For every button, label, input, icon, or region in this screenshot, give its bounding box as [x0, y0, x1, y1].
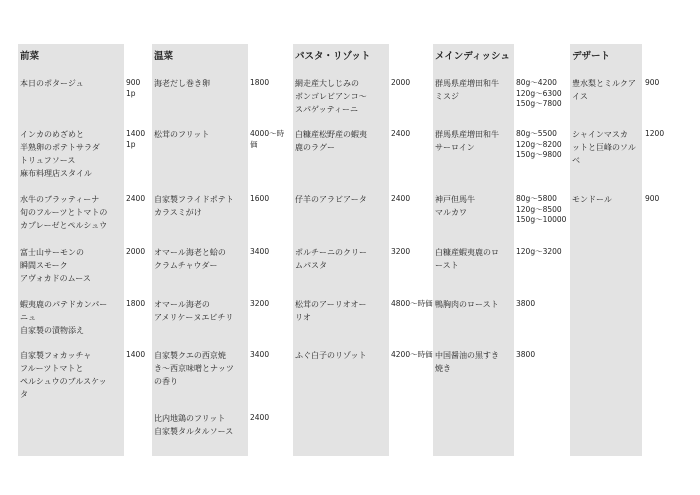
dish-price: 2400 [126, 194, 146, 203]
dish-price: 2400 [391, 194, 411, 203]
column-header-main: メインディッシュ [435, 51, 510, 62]
dish-name: 自家製フライドポテト カラスミがけ [154, 195, 234, 217]
dish-name: 白糠産蝦夷鹿のロ ースト [435, 248, 499, 270]
dish-price: 1400 [126, 350, 146, 359]
dish-price: 3800 [516, 299, 536, 308]
dish-name: 松茸のフリット [154, 130, 210, 139]
dish-name: モンドール [572, 195, 612, 204]
dish-name: オマール海老と蛤の クラムチャウダー [154, 248, 226, 270]
dish-name: 豊水梨とミルクア イス [572, 79, 636, 101]
dish-name: 群馬県産増田和牛 ミスジ [435, 79, 499, 101]
dish-price: 80g〜5500 120g〜8200 150g〜9800 [516, 129, 562, 159]
dish-name: オマール海老の アメリケーヌエビチリ [154, 300, 234, 322]
dish-name: ふぐ白子のリゾット [295, 351, 367, 360]
dish-price: 3400 [250, 350, 270, 359]
dish-name: 中国醤油の黒すき 焼き [435, 351, 499, 373]
dish-price: 2400 [250, 413, 270, 422]
dish-price: 4800〜時価 [391, 299, 433, 308]
dish-name: 群馬県産増田和牛 サーロイン [435, 130, 499, 152]
dish-price: 3400 [250, 247, 270, 256]
dish-price: 120g〜3200 [516, 247, 562, 256]
dish-name: ポルチーニのクリー ムパスタ [295, 248, 367, 270]
dish-name: 仔羊のアラビアータ [295, 195, 367, 204]
dish-name: インカのめざめと 半熟卵のポテトサラダ トリュフソース 麻布料理店スタイル [20, 130, 100, 178]
dish-price: 1400 1p [126, 129, 146, 149]
dish-price: 3200 [250, 299, 270, 308]
dish-price: 1600 [250, 194, 270, 203]
column-background-dessert [570, 44, 642, 456]
dish-price: 900 1p [126, 78, 141, 98]
dish-name: 自家製フォカッチャ フルーツトマトと ペルシュウのブルスケッ タ [20, 351, 107, 399]
column-header-onsai: 温菜 [154, 51, 174, 62]
dish-name: 自家製クエの西京焼 き〜西京味噌とナッツ の香り [154, 351, 234, 386]
dish-price: 2400 [391, 129, 411, 138]
dish-name: 網走産大しじみの ボンゴレビアンコ〜 スパゲッティーニ [295, 79, 367, 114]
dish-price: 80g〜4200 120g〜6300 150g〜7800 [516, 78, 562, 108]
column-header-zensai: 前菜 [20, 51, 40, 62]
dish-name: 比内地鶏のフリット 自家製タルタルソース [154, 414, 234, 436]
dish-price: 4000〜時 価 [250, 129, 285, 149]
dish-name: 神戸但馬牛 マルカワ [435, 195, 475, 217]
dish-name: 鴨胸肉のロースト [435, 300, 499, 309]
dish-price: 4200〜時価 [391, 350, 433, 359]
dish-name: 本日のポタージュ [20, 79, 84, 88]
dish-price: 2000 [391, 78, 411, 87]
dish-name: 水牛のブラッティーナ 旬のフルーツとトマトの カプレーゼとペルシュウ [20, 195, 108, 230]
dish-name: 富士山サーモンの 瞬間スモーク アヴォカドのムース [20, 248, 91, 283]
dish-price: 3800 [516, 350, 536, 359]
dish-price: 900 [645, 78, 660, 87]
dish-price: 1200 [645, 129, 665, 138]
dish-price: 1800 [126, 299, 146, 308]
dish-price: 900 [645, 194, 660, 203]
dish-price: 1800 [250, 78, 270, 87]
column-header-dessert: デザート [572, 51, 611, 62]
dish-price: 2000 [126, 247, 146, 256]
dish-name: 白糠産松野産の蝦夷 鹿のラグー [295, 130, 367, 152]
dish-name: 海老だし巻き卵 [154, 79, 210, 88]
dish-name: 松茸のアーリオオー リオ [295, 300, 367, 322]
dish-price: 80g〜5800 120g〜8500 150g〜10000 [516, 194, 567, 224]
dish-price: 3200 [391, 247, 411, 256]
dish-name: 蝦夷鹿のパテドカンパー ニュ 自家製の漬物添え [20, 300, 108, 335]
column-header-pasta: パスタ・リゾット [295, 51, 371, 62]
dish-name: シャインマスカ ットと巨峰のソル ベ [572, 130, 636, 165]
